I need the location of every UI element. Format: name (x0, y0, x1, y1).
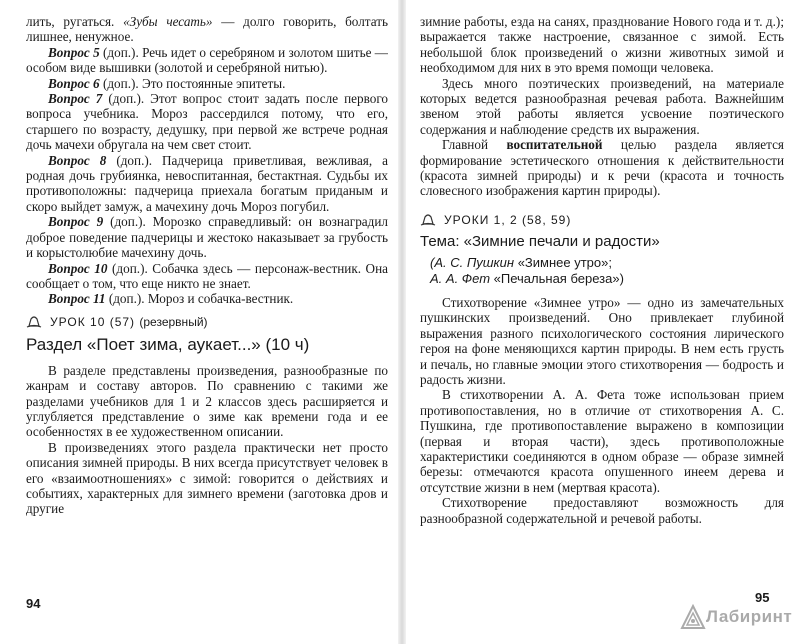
bell-icon (26, 315, 42, 329)
lesson-authors: (А. С. Пушкин «Зимнее утро»; А. А. Фет «Печальная береза») (430, 254, 624, 286)
page-number-right: 95 (755, 590, 770, 605)
right-paragraph-1: зимние работы, езда на санях, празднование Нового года и т. д.); выражается также настроение, связанное с зимой. Есть небольшой блок произведений о жизни животных зимой и необходимом для них в это время помощи человека. (420, 14, 784, 76)
question-5-label: Вопрос 5 (48, 44, 100, 60)
question-9-label: Вопрос 9 (48, 214, 104, 230)
question-11-label: Вопрос 11 (48, 291, 106, 307)
book-gutter (398, 0, 406, 644)
bell-icon (420, 213, 436, 227)
right-page (420, 14, 784, 644)
section-title: Раздел «Поет зима, аукает...» (10 ч) (26, 334, 310, 354)
watermark-brand: Лабиринт (706, 607, 793, 626)
lesson-heading-1-2: УРОКИ 1, 2 (58, 59) (420, 213, 784, 227)
left-page (26, 14, 388, 644)
lesson-heading-reserve: УРОК 10 (57) (резервный) (26, 315, 388, 329)
question-7: Вопрос 7 (доп.). Этот вопрос стоит задать после первого вопроса учебника. Мороз рассердился потому, что его, старшего по возрасту, дедушку, при первой же встрече родная дочь мачехи обругала на чем свет стоит. (26, 91, 388, 153)
question-6: Вопрос 6 (доп.). Это постоянные эпитеты. (48, 75, 286, 91)
question-5: Вопрос 5 (доп.). Речь идет о серебряном и золотом шитье — особом виде вышивки (золотой и серебряной нитью). (26, 44, 388, 76)
section-paragraph-1: В разделе представлены произведения, разнообразные по жанрам и составу авторов. По сравнению с такими же разделами учебников для 1 и 2 классов здесь расширяется и углубляется представление о зиме как времени года и ее особенностях в ее художественном описании. (26, 362, 388, 440)
right-paragraph-5: В стихотворении А. А. Фета тоже использован прием противопоставления, но в отличие от стихотворения А. С. Пушкина, где противопоставление выражено в композиции (первая и вторая части), здесь противоположные характеристики соединяются в одном образе — образе зимней березы: отмечаются красота опушенного инеем дерева и отсутствие жизни в нем (мертвая красота). (420, 387, 784, 495)
right-paragraph-3: Главной воспитательной целью раздела является формирование эстетического отношения к действительности (красота зимней природы) и к речи (красота и точность словесного изображения картин природы). (420, 137, 784, 199)
right-paragraph-4: Стихотворение «Зимнее утро» — одно из замечательных пушкинских произведений. Оно привлекает глубиной выражения разного психологического состояния лирического героя на фоне меняющихся картин природы. В нем есть грусть и печаль, но главные эмоции этого стихотворения — бодрость и радость жизни. (420, 294, 784, 387)
lesson-topic: Тема: «Зимние печали и радости» (420, 232, 660, 250)
question-11: Вопрос 11 (доп.). Мороз и собачка-вестник. (48, 291, 294, 307)
labyrinth-logo-icon (680, 604, 706, 630)
question-10-label: Вопрос 10 (48, 260, 108, 276)
question-10: Вопрос 10 (доп.). Собачка здесь — персонаж-вестник. Она сообщает о том, что еще никто не знает. (26, 260, 388, 291)
question-6-label: Вопрос 6 (48, 75, 100, 91)
question-7-label: Вопрос 7 (48, 91, 103, 107)
page-number-left: 94 (26, 596, 41, 611)
question-8-label: Вопрос 8 (48, 152, 107, 168)
watermark (680, 604, 792, 630)
left-paragraph-intro: лить, ругаться. «Зубы чесать» — долго говорить, болтать лишнее, ненужное. (26, 14, 388, 45)
question-9: Вопрос 9 (доп.). Морозко справедливый: он вознаградил доброе поведение падчерицы и жестоко наказывает за грубость и корыстолюбие мачехину дочь. (26, 214, 388, 261)
question-8: Вопрос 8 (доп.). Падчерица приветливая, вежливая, а родная дочь грубиянка, невоспитанная, бестактная. Судьбы их противоположны: падчерица приехала богатым приданым и скоро выйдет замуж, а мачехину дочь Мороз погубил. (26, 152, 388, 214)
right-paragraph-6: Стихотворение предоставляют возможность для разнообразной содержательной и речевой работы. (420, 495, 784, 526)
right-paragraph-2: Здесь много поэтических произведений, на материале которых ведется разнообразная речевая работа. Важнейшим звеном этой работы является усвоение поэтического содержания и наблюдение средств их выражения. (420, 75, 784, 137)
section-paragraph-2: В произведениях этого раздела практически нет просто описания зимней природы. В них всегда присутствует человек в его «взаимоотношениях» с зимой: говорится о действиях и событиях, характерных для зимнего времени (заготовка дров и другие (26, 439, 388, 517)
